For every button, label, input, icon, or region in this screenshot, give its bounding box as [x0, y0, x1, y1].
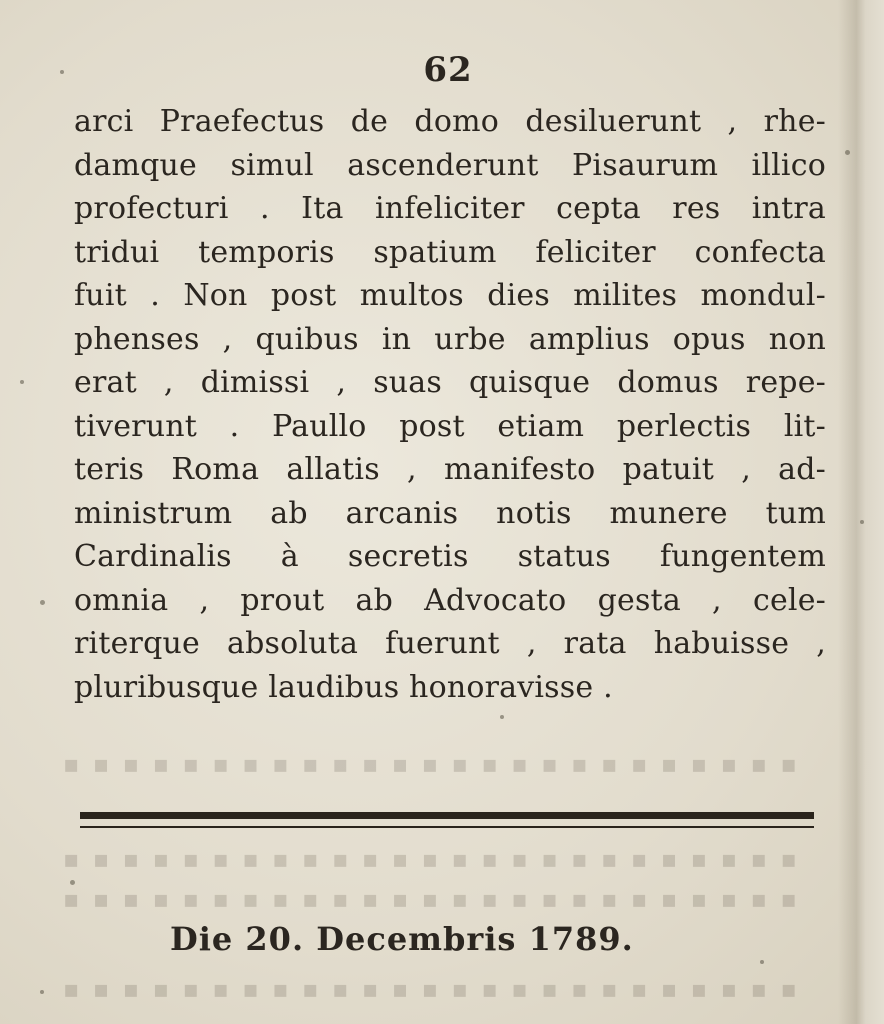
date-line: Die 20. Decembris 1789.: [170, 920, 634, 958]
paper-speck: [60, 70, 64, 74]
text-line: profecturi . Ita infeliciter cepta res intra: [74, 191, 826, 226]
text-line: Cardinalis à secretis status fungentem: [74, 539, 826, 574]
text-line: pluribusque laudibus honoravisse .: [74, 669, 613, 705]
paper-speck: [760, 960, 764, 964]
bleed-through-texture: ▪ ▪ ▪ ▪ ▪ ▪ ▪ ▪ ▪ ▪ ▪ ▪ ▪ ▪ ▪ ▪ ▪ ▪ ▪ ▪ ▪ ▪ ▪ ▪ ▪: [60, 885, 797, 913]
text-line: damque simul ascenderunt Pisaurum illico: [74, 147, 826, 183]
paper-speck: [500, 715, 504, 719]
text-line: arci Praefectus de domo desiluerunt , rhe-: [74, 104, 826, 139]
body-text: [74, 100, 826, 709]
text-line: fuit . Non post multos dies milites mondul-: [74, 278, 826, 313]
paper-speck: [860, 520, 864, 524]
bleed-through-texture: ▪ ▪ ▪ ▪ ▪ ▪ ▪ ▪ ▪ ▪ ▪ ▪ ▪ ▪ ▪ ▪ ▪ ▪ ▪ ▪ ▪ ▪ ▪ ▪ ▪: [60, 975, 797, 1003]
paper-speck: [40, 600, 45, 605]
paper-speck: [40, 990, 44, 994]
text-line: phenses , quibus in urbe amplius opus non: [74, 321, 826, 357]
text-line: ministrum ab arcanis notis munere tum: [74, 495, 826, 531]
text-line: teris Roma allatis , manifesto patuit , ad-: [74, 452, 826, 487]
text-line: omnia , prout ab Advocato gesta , cele-: [74, 582, 826, 618]
text-line: tridui temporis spatium feliciter confecta: [74, 234, 826, 270]
double-rule-thin: [80, 826, 814, 828]
double-rule-thick: [80, 812, 814, 819]
text-line: erat , dimissi , suas quisque domus repe-: [74, 365, 826, 400]
bleed-through-texture: ▪ ▪ ▪ ▪ ▪ ▪ ▪ ▪ ▪ ▪ ▪ ▪ ▪ ▪ ▪ ▪ ▪ ▪ ▪ ▪ ▪ ▪ ▪ ▪ ▪: [60, 845, 797, 873]
bleed-through-texture: ▪ ▪ ▪ ▪ ▪ ▪ ▪ ▪ ▪ ▪ ▪ ▪ ▪ ▪ ▪ ▪ ▪ ▪ ▪ ▪ ▪ ▪ ▪ ▪ ▪: [60, 750, 797, 778]
text-line: tiverunt . Paullo post etiam perlectis lit-: [74, 408, 826, 444]
paper-speck: [20, 380, 24, 384]
page-number: 62: [423, 50, 473, 90]
text-line: riterque absoluta fuerunt , rata habuisse ,: [74, 626, 826, 661]
paper-speck: [845, 150, 850, 155]
